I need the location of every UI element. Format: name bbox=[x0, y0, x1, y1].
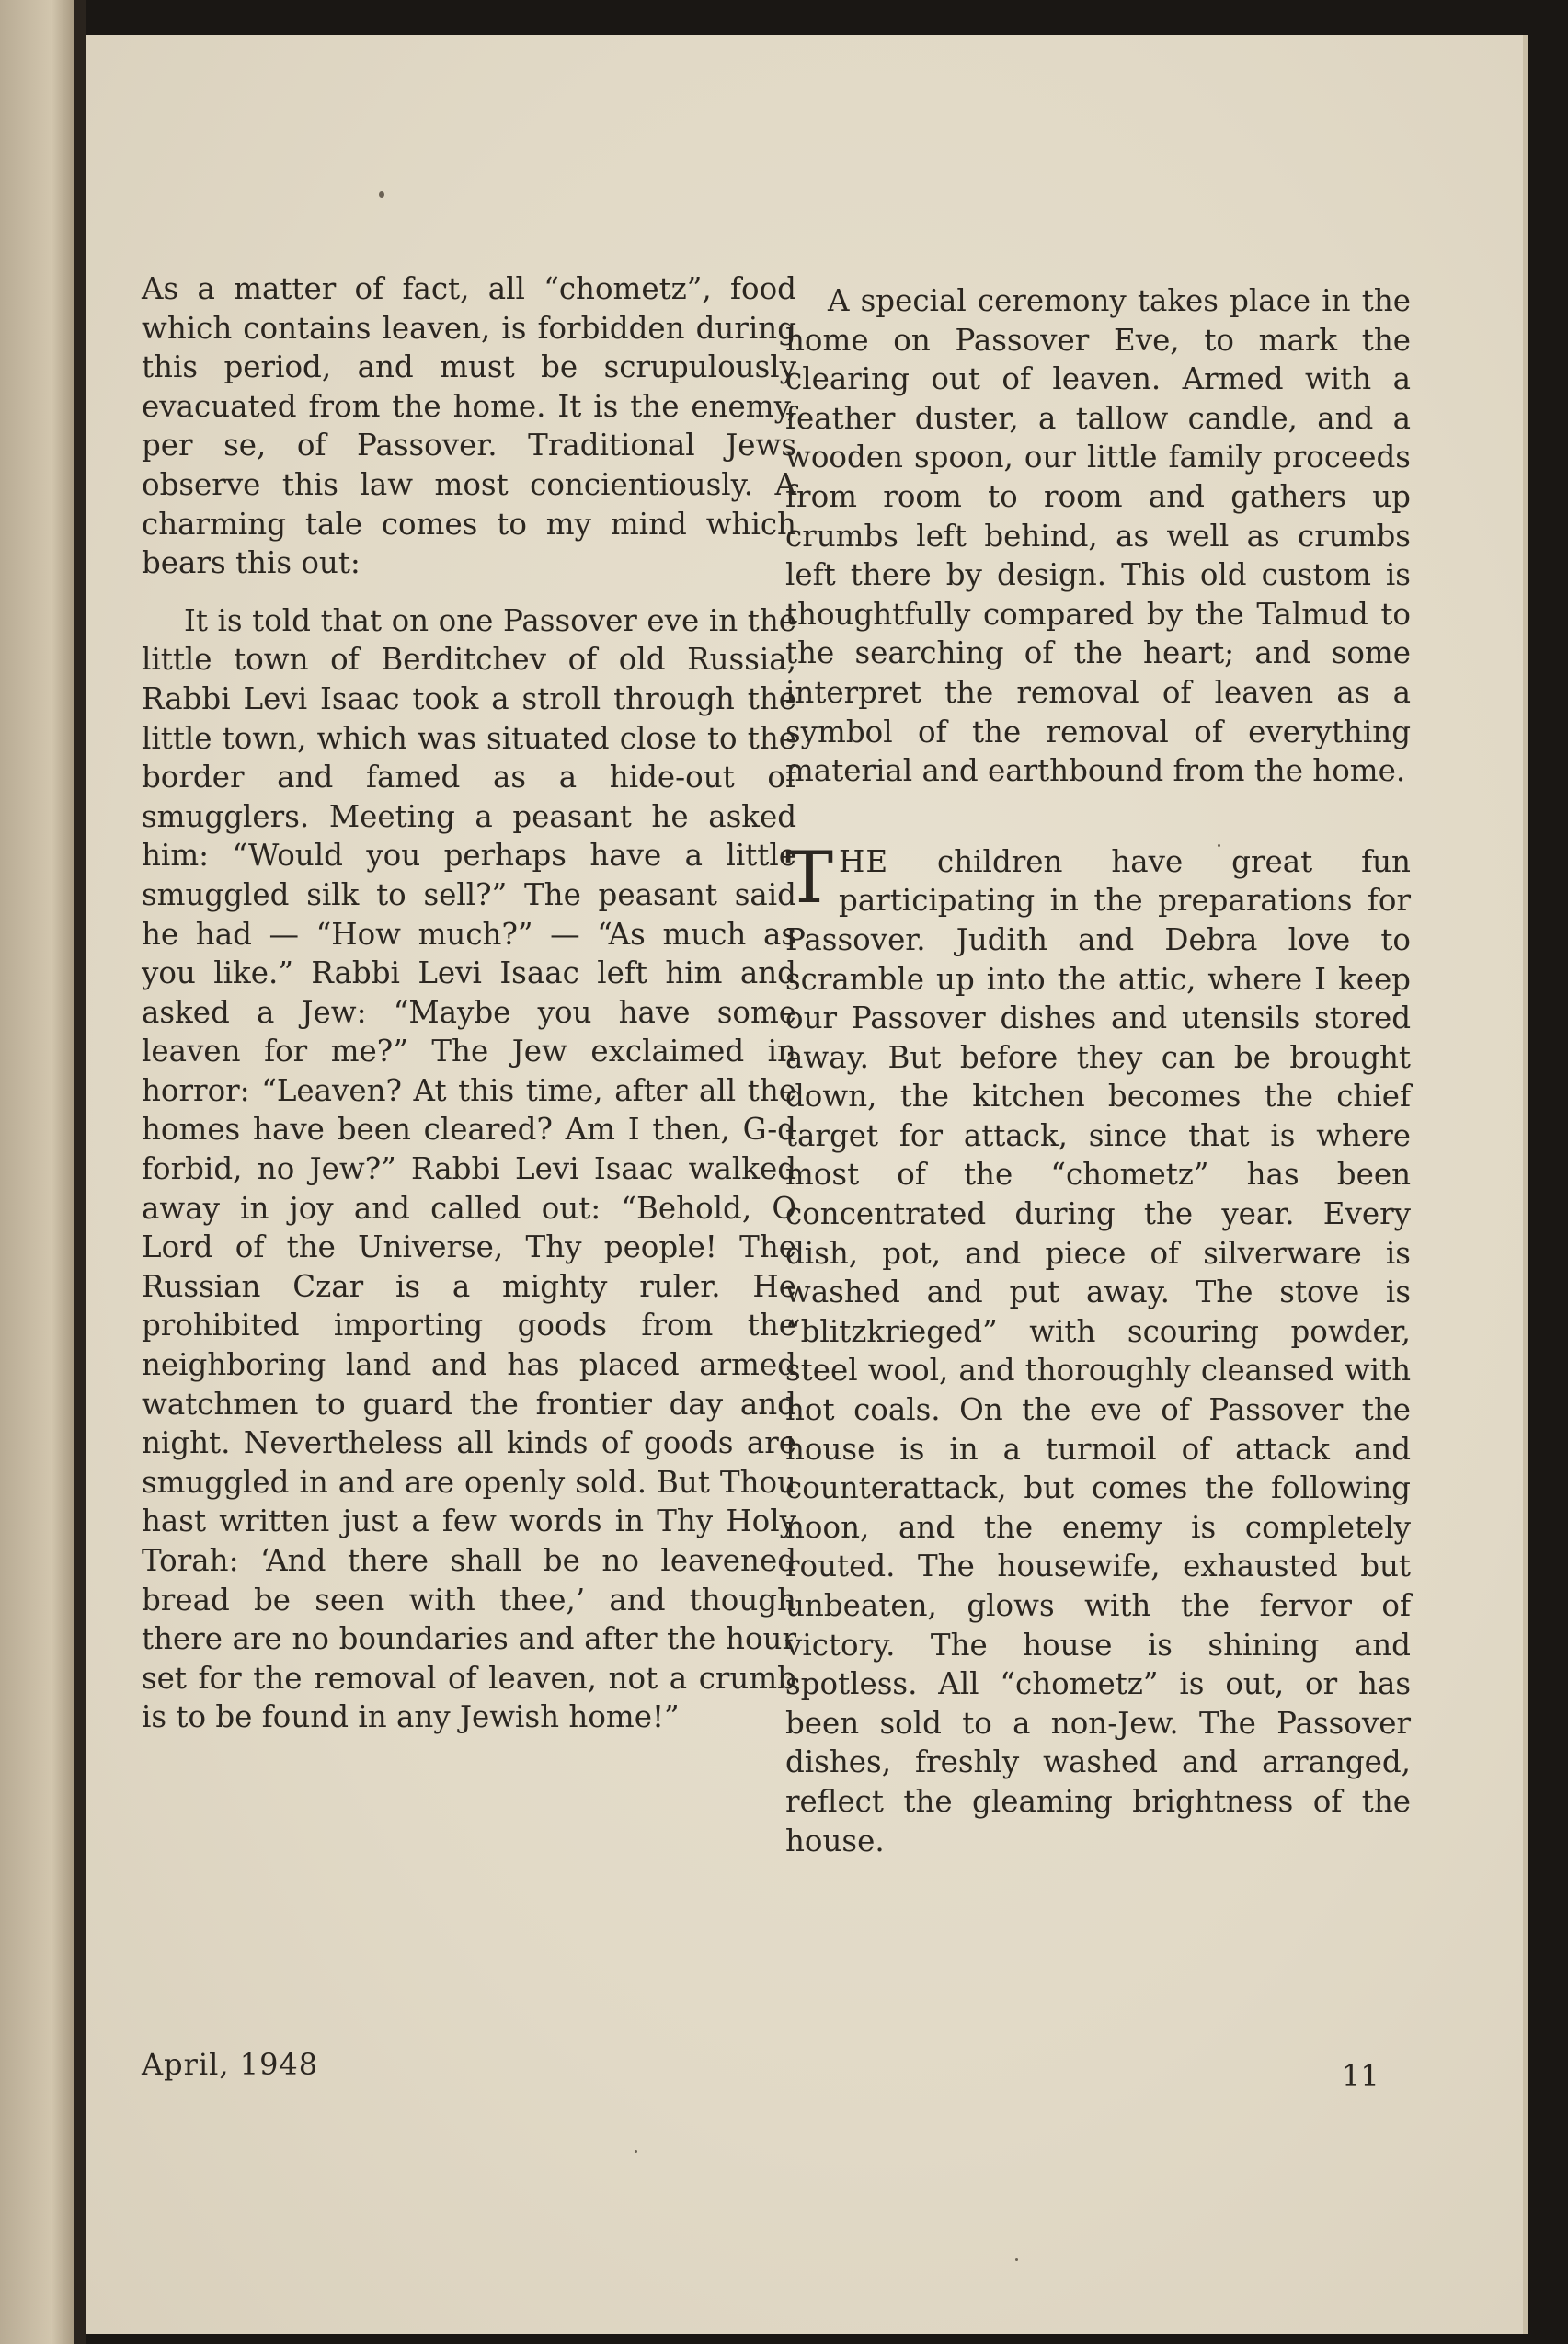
paragraph-berditchev-tale: It is told that on one Passover eve in the little town of Berditchev of old Russia, Rabbi Levi Isaac took a stroll through the little town, which was situated close to the border and famed as a hide-out of smugglers. Meeting a peasant he asked him: “Would you perhaps have a little smuggled silk to sell?” The peasant said he had — “How much?” — “As much as you like.” Rabbi Levi Isaac left him and asked a Jew: “Maybe you have some leaven for me?” The Jew exclaimed in horror: “Leaven? At this time, after all the homes have been cleared? Am I then, G-d forbid, no Jew?” Rabbi Levi Isaac walked away in joy and called out: “Behold, O Lord of the Universe, Thy people! The Russian Czar is a mighty ruler. He prohibited importing goods from the neighboring land and has placed armed watchmen to guard the frontier day and night. Nevertheless all kinds of goods are smuggled in and are openly sold. But Thou hast written just a few words in Thy Holy Torah: ‘And there shall be no leavened bread be seen with thee,’ and though there are no boundaries and after the hour set for the removal of leaven, not a crumb is to be found in any Jewish home!” bbox=[142, 602, 796, 1735]
paragraph-children-preparations bbox=[785, 836, 1411, 1860]
paragraph-ceremony: A special ceremony takes place in the home on Passover Eve, to mark the clearing out of leaven. Armed with a feather duster, a tallow candle, and a wooden spoon, our little family proceeds from room to room and gathers up crumbs left behind, as well as crumbs left there by design. This old custom is thoughtfully compared by the Talmud to the searching of the heart; and some interpret the removal of leaven as a symbol of the removal of everything material and earthbound from the home. bbox=[785, 283, 1411, 789]
paragraph-body: children have great fun participating in the preparations for Passover. Judith and Debra love to scramble up into the attic, where I keep our Passover dishes and utensils stored away. But before they can be brought down, the kitchen becomes the chief target for attack, since that is where most of the “chometz” has been concentrated during the year. Every dish, pot, and piece of silverware is washed and put away. The stove is “blitzkrieged” with scouring powder, steel wool, and thoroughly cleansed with hot coals. On the eve of Passover the house is in a turmoil of attack and counterattack, but comes the following noon, and the enemy is completely routed. The housewife, exhausted but unbeaten, glows with the fervor of victory. The house is shining and spotless. All “chometz” is out, or has been sold to a non-Jew. The Passover dishes, freshly washed and arranged, reflect the gleaming brightness of the house. bbox=[785, 843, 1411, 1858]
lead-in-word: HE bbox=[839, 843, 889, 879]
book-gutter bbox=[74, 0, 86, 2344]
print-speck bbox=[1015, 2258, 1018, 2261]
page-edge-shadow bbox=[1523, 35, 1528, 2334]
issue-date: April, 1948 bbox=[142, 2047, 319, 2082]
print-speck bbox=[635, 2150, 637, 2153]
left-text-column bbox=[142, 269, 796, 1737]
paragraph-chometz-intro: As a matter of fact, all “chometz”, food which contains leaven, is forbidden during this period, and must be scrupulously evacuated from the home. It is the enemy, per se, of Passover. Traditional Jews observe this law most concientiously. A charming tale comes to my mind which bears this out: bbox=[142, 271, 796, 581]
print-speck bbox=[379, 191, 384, 198]
facing-page-edge bbox=[0, 0, 74, 2344]
page-number: 11 bbox=[1342, 2058, 1379, 2093]
magazine-page bbox=[86, 35, 1528, 2334]
drop-cap-letter: T bbox=[785, 836, 834, 920]
right-text-column bbox=[785, 281, 1411, 1860]
